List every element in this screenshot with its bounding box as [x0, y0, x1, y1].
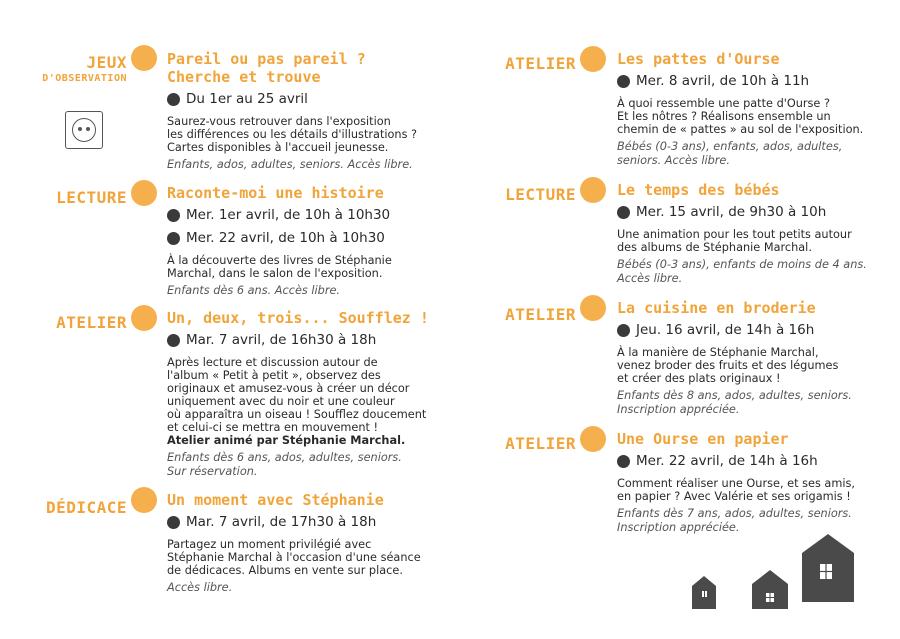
bullet-icon: [167, 209, 180, 222]
event-title: Pareil ou pas pareil ? Cherche et trouve: [167, 50, 366, 86]
event-audience: Enfants dès 7 ans, ados, adultes, seniors. Inscription appréciée.: [617, 507, 852, 534]
event-date: Mar. 7 avril, de 16h30 à 18h: [167, 330, 437, 351]
orange-circle: [131, 180, 157, 206]
category-label: [505, 54, 576, 73]
category-label: [505, 185, 576, 204]
category-label: [56, 313, 127, 332]
orange-circle: [131, 45, 157, 71]
category-text: ATELIER: [505, 305, 576, 324]
event-description: À la manière de Stéphanie Marchal, venez broder des fruits et des légumes et créer des plats originaux !: [617, 346, 839, 385]
category-text: DÉDICACE: [45, 498, 127, 517]
event-audience: Enfants dès 8 ans, ados, adultes, seniors. Inscription appréciée.: [617, 389, 852, 416]
event-title: Les pattes d'Ourse: [617, 50, 780, 68]
event-entry: [617, 181, 887, 286]
event-description: Saurez-vous retrouver dans l'exposition les différences ou les détails d'illustrations ? Cartes disponibles à l'accueil jeunesse.: [167, 115, 418, 154]
bullet-icon: [617, 455, 630, 468]
house-icon: [752, 570, 788, 609]
event-description: Partagez un moment privilégié avec Stéphanie Marchal à l'occasion d'une séance de dédicaces. Albums en vente sur place.: [167, 538, 421, 577]
event-audience: Enfants, ados, adultes, seniors. Accès libre.: [167, 158, 413, 171]
orange-circle: [580, 295, 606, 321]
bullet-icon: [167, 334, 180, 347]
orange-circle: [580, 46, 606, 72]
event-title: Le temps des bébés: [617, 181, 780, 199]
category-text: LECTURE: [56, 188, 127, 207]
houses-illustration: [690, 530, 860, 612]
category-label: [505, 305, 576, 324]
category-text: ATELIER: [56, 313, 127, 332]
bullet-icon: [617, 324, 630, 337]
event-title: Un moment avec Stéphanie: [167, 491, 384, 509]
category-text: JEUX: [86, 53, 127, 72]
orange-circle: [131, 305, 157, 331]
category-label: [56, 188, 127, 207]
event-date: Mer. 8 avril, de 10h à 11h: [617, 71, 887, 92]
bullet-icon: [167, 516, 180, 529]
category-subtext: D'OBSERVATION: [42, 73, 127, 84]
event-audience: Bébés (0-3 ans), enfants de moins de 4 ans. Accès libre.: [617, 258, 867, 285]
orange-circle: [580, 177, 606, 203]
event-date: Mer. 15 avril, de 9h30 à 10h: [617, 202, 887, 223]
event-entry: [617, 299, 887, 417]
bullet-icon: [617, 206, 630, 219]
event-audience: Bébés (0-3 ans), enfants, ados, adultes, seniors. Accès libre.: [617, 140, 843, 167]
power-socket-icon: [65, 111, 103, 149]
category-text: ATELIER: [505, 54, 576, 73]
event-date: Jeu. 16 avril, de 14h à 16h: [617, 320, 887, 341]
orange-circle: [580, 426, 606, 452]
event-description: Après lecture et discussion autour de l'album « Petit à petit », observez des originaux et amusez-vous à créer un décor uniquement avec du noir et une couleur où apparaîtra un oiseau ! Soufflez doucement et celui-ci se mettra en mouvement ! Atelier animé par Stéphanie Marchal.: [167, 356, 427, 447]
category-label: [46, 498, 127, 517]
event-description: À la découverte des livres de Stéphanie Marchal, dans le salon de l'exposition.: [167, 254, 392, 280]
event-title: Une Ourse en papier: [617, 430, 789, 448]
event-title: Raconte-moi une histoire: [167, 184, 384, 202]
event-date: Mer. 22 avril, de 14h à 16h: [617, 451, 887, 472]
bullet-icon: [167, 232, 180, 245]
category-label: [42, 53, 127, 84]
orange-circle: [131, 487, 157, 513]
event-entry: [167, 50, 437, 172]
event-entry: [617, 50, 887, 168]
event-entry: [167, 491, 437, 595]
event-entry: [167, 309, 437, 479]
event-entry: [617, 430, 887, 535]
category-text: ATELIER: [505, 434, 576, 453]
category-text: LECTURE: [505, 185, 576, 204]
bullet-icon: [167, 93, 180, 106]
house-icon: [802, 534, 854, 602]
event-date: Mer. 1er avril, de 10h à 10h30: [167, 205, 437, 226]
event-title: Un, deux, trois... Soufflez !: [167, 309, 429, 327]
event-title: La cuisine en broderie: [617, 299, 816, 317]
event-audience: Accès libre.: [167, 581, 233, 594]
bullet-icon: [617, 75, 630, 88]
event-date: Mer. 22 avril, de 10h à 10h30: [167, 228, 437, 249]
event-audience: Enfants dès 6 ans, ados, adultes, seniors. Sur réservation.: [167, 451, 402, 478]
event-description: Comment réaliser une Ourse, et ses amis, en papier ? Avec Valérie et ses origamis !: [617, 477, 855, 503]
category-label: [505, 434, 576, 453]
event-date: Du 1er au 25 avril: [167, 89, 437, 110]
event-description: Une animation pour les tout petits autour des albums de Stéphanie Marchal.: [617, 228, 852, 254]
event-date: Mar. 7 avril, de 17h30 à 18h: [167, 512, 437, 533]
event-audience: Enfants dès 6 ans. Accès libre.: [167, 284, 341, 297]
event-entry: [167, 184, 437, 298]
house-icon: [692, 576, 716, 609]
event-description: À quoi ressemble une patte d'Ourse ? Et les nôtres ? Réalisons ensemble un chemin de « pattes » au sol de l'exposition.: [617, 97, 864, 136]
